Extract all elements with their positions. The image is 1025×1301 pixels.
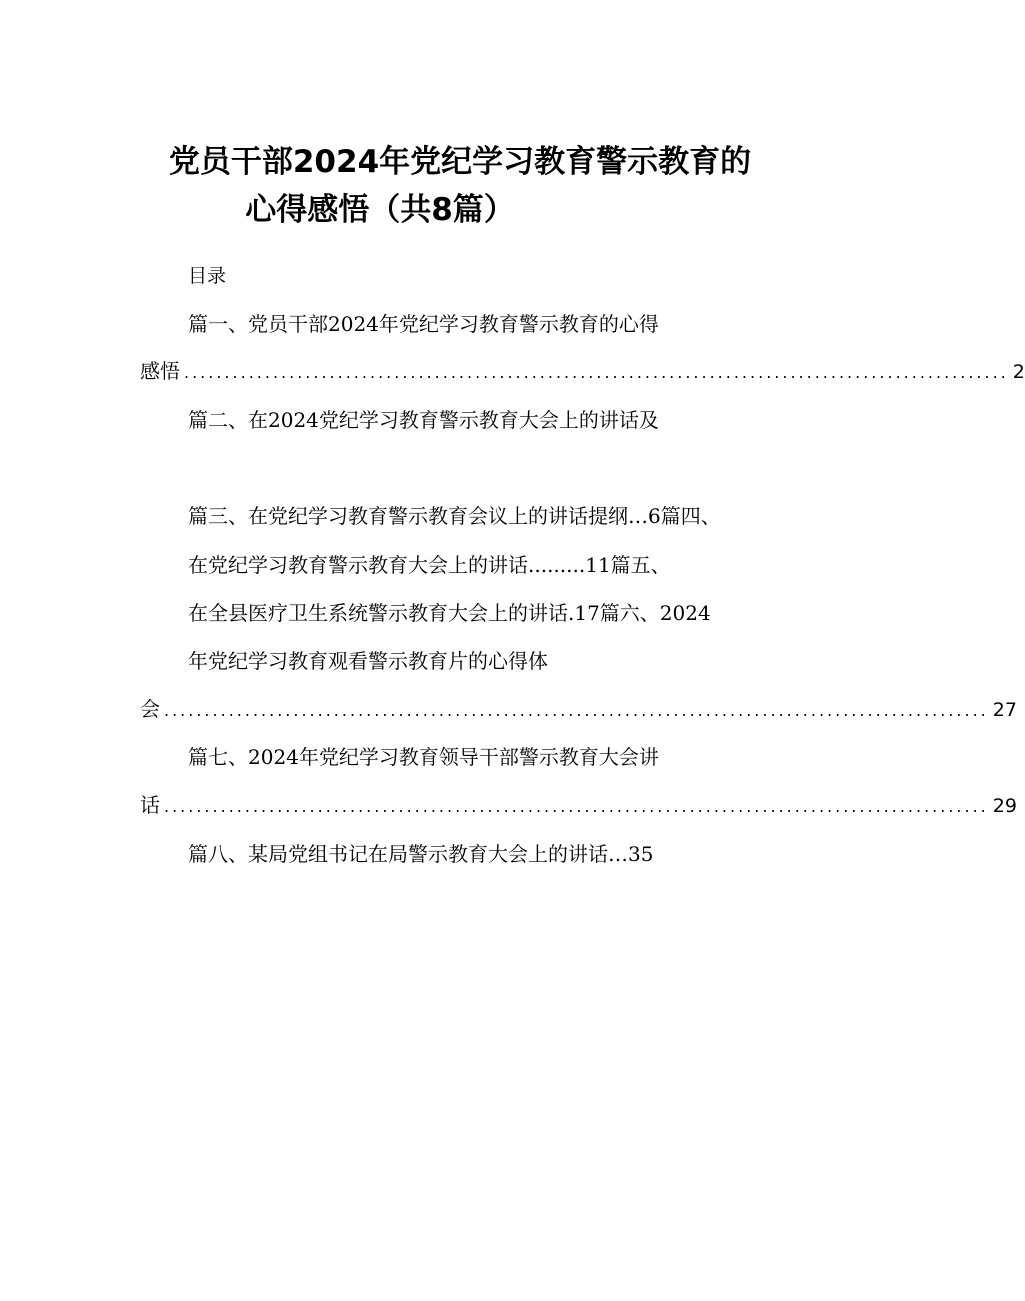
- toc-entry-text: 会: [140, 697, 160, 721]
- toc-dot-leader: ......................................................................................................: [164, 701, 989, 720]
- toc-dot-leader: ......................................................................................................: [184, 363, 1009, 382]
- toc-entry-3: 篇三、在党纪学习教育警示教育会议上的讲话提纲…6篇四、: [188, 504, 721, 528]
- toc-page-number: 2: [1012, 361, 1025, 383]
- toc-page-number: 29: [992, 795, 1017, 817]
- toc-entry-text: 话: [140, 793, 160, 817]
- toc-entry-text: 感悟: [140, 359, 180, 383]
- toc-entry-2: 篇二、在2024党纪学习教育警示教育大会上的讲话及: [188, 408, 659, 432]
- toc-dot-leader: ......................................................................................................: [164, 797, 989, 816]
- toc-page-number: 27: [992, 699, 1017, 721]
- toc-heading: 目录: [188, 265, 227, 287]
- document-title-line2: 心得感悟（共8篇）: [245, 192, 515, 228]
- toc-entry-7-line2: [140, 791, 1017, 821]
- toc-entry-6-line2: [140, 695, 1017, 725]
- toc-entry-5: 在全县医疗卫生系统警示教育大会上的讲话.17篇六、2024: [188, 601, 711, 625]
- toc-entry-1-line1: 篇一、党员干部2024年党纪学习教育警示教育的心得: [188, 312, 659, 336]
- toc-entry-4: 在党纪学习教育警示教育大会上的讲话.........11篇五、: [188, 553, 671, 577]
- toc-entry-7-line1: 篇七、2024年党纪学习教育领导干部警示教育大会讲: [188, 745, 659, 769]
- toc-entry-8: 篇八、某局党组书记在局警示教育大会上的讲话…35: [188, 842, 654, 866]
- toc-entry-6-line1: 年党纪学习教育观看警示教育片的心得体: [188, 649, 548, 673]
- toc-entry-1-line2: [140, 357, 1025, 387]
- document-title-line1: 党员干部2024年党纪学习教育警示教育的: [168, 144, 752, 180]
